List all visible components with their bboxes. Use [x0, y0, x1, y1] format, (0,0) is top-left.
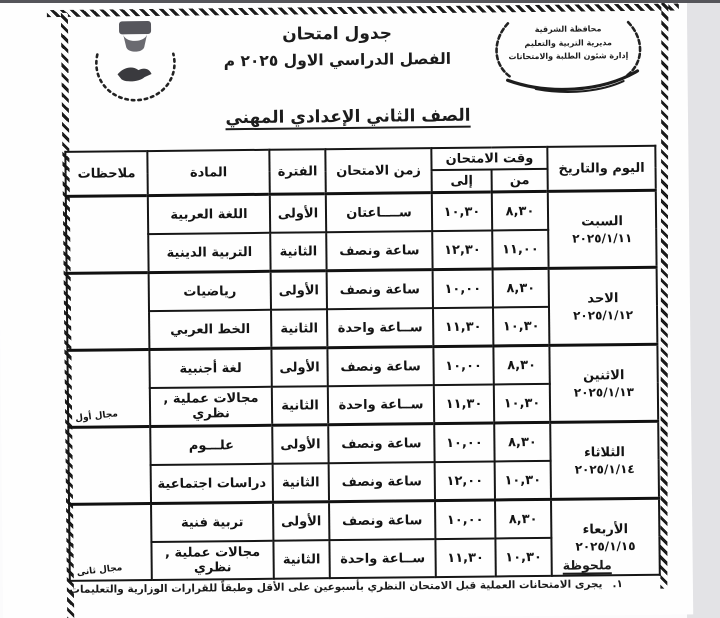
eagle-emblem-icon	[83, 18, 188, 111]
to-cell: ١٠,٠٠	[435, 500, 495, 539]
org-stamp	[479, 9, 658, 99]
col-header-day: اليوم والتاريخ	[547, 146, 655, 192]
day-cell: الثلاثاء ٢٠٢٥/١/١٤	[550, 421, 659, 499]
footnote-title: ملحوظة	[562, 557, 612, 573]
to-cell: ١٢,٠٠	[435, 461, 495, 500]
table-row	[67, 267, 657, 312]
notes-cell: مجال ثانى	[69, 504, 152, 581]
duration-cell: ساعة ونصف	[327, 347, 433, 387]
period-cell: الأولى	[271, 271, 327, 310]
subject-cell: مجالات عملية , نظري	[151, 541, 273, 580]
col-header-exam-time: وقت الامتحان	[431, 147, 547, 170]
duration-cell: ساعة ونصف	[327, 270, 433, 310]
col-header-duration: زمن الامتحان	[325, 148, 431, 194]
from-cell: ٨,٣٠	[494, 422, 550, 461]
subject-cell: التربية الدينية	[148, 233, 270, 273]
notes-cell	[67, 273, 150, 351]
day-cell: السبت ٢٠٢٥/١/١١	[548, 190, 657, 268]
semester-line: الفصل الدراسي الاول ٢٠٢٥ م	[223, 49, 452, 71]
subject-cell: اللغة العربية	[148, 194, 270, 234]
period-cell: الثانية	[270, 232, 326, 271]
notes-cell	[66, 196, 149, 274]
footnote-number: ١.	[612, 578, 623, 591]
org-governorate: محافظة الشرقية	[534, 24, 602, 34]
to-cell: ١١,٣٠	[435, 538, 495, 577]
duration-cell: ســاعة واحدة	[328, 385, 434, 425]
day-cell: الأربعاء ٢٠٢٥/١/١٥	[551, 498, 660, 576]
notes-cell: مجال أول	[67, 350, 150, 428]
period-cell: الأولى	[270, 194, 326, 233]
period-cell: الثانية	[271, 309, 327, 348]
period-cell: الأولى	[273, 502, 329, 541]
to-cell: ١٠,٠٠	[433, 269, 493, 308]
duration-cell: ساعة ونصف	[329, 501, 435, 541]
subject-cell: تربية فنية	[151, 502, 273, 542]
footnote-text: يجرى الامتحانات العملية قبل الامتحان النظري بأسبوعين على الأقل وطبقاً للقرارات الوزارية والتعليمات	[69, 578, 603, 596]
table-row	[68, 421, 658, 466]
col-header-notes: ملاحظات	[65, 151, 147, 196]
duration-cell: ساعة ونصف	[326, 231, 432, 271]
period-cell: الثانية	[273, 540, 329, 579]
col-header-from: من	[492, 169, 548, 192]
duration-cell: ســــاعتان	[326, 193, 432, 233]
from-cell: ١٠,٣٠	[495, 538, 551, 577]
schedule-title: جدول امتحان	[282, 23, 393, 45]
from-cell: ١١,٠٠	[492, 230, 548, 269]
duration-cell: ســاعة واحدة	[329, 539, 435, 578]
duration-cell: ساعة ونصف	[328, 424, 434, 464]
notes-cell	[68, 427, 151, 505]
subject-cell: دراسات اجتماعية	[151, 464, 273, 504]
period-cell: الثانية	[273, 463, 329, 502]
exam-schedule-table	[64, 145, 660, 582]
org-stamp-text	[493, 22, 643, 64]
subject-cell: علـــوم	[150, 425, 272, 465]
col-header-to: إلى	[432, 169, 492, 192]
table-row	[66, 190, 656, 235]
from-cell: ٨,٣٠	[493, 345, 549, 384]
to-cell: ١٠,٠٠	[434, 423, 494, 462]
from-cell: ١٠,٣٠	[495, 461, 551, 500]
from-cell: ٨,٣٠	[492, 191, 548, 230]
duration-cell: ساعة ونصف	[329, 462, 435, 502]
page-title: الصف الثاني الإعدادي المهني	[225, 105, 471, 129]
period-cell: الأولى	[272, 425, 328, 464]
from-cell: ٨,٣٠	[495, 499, 551, 538]
from-cell: ٨,٣٠	[493, 268, 549, 307]
to-cell: ١٠,٠٠	[433, 346, 493, 385]
org-administration: إدارة شئون الطلبة والامتحانات	[508, 51, 629, 62]
period-cell: الأولى	[271, 348, 327, 387]
day-cell: الاثنين ٢٠٢٥/١/١٣	[549, 344, 658, 422]
to-cell: ١١,٣٠	[434, 384, 494, 423]
subject-cell: رياضيات	[149, 271, 271, 311]
table-header-row	[65, 146, 655, 174]
rope-border-right	[660, 0, 668, 589]
subject-cell: مجالات عملية , نظري	[150, 387, 272, 427]
table-row	[69, 498, 659, 543]
org-directorate: مديرية التربية والتعليم	[524, 37, 612, 48]
from-cell: ١٠,٣٠	[493, 307, 549, 346]
from-cell: ١٠,٣٠	[494, 384, 550, 423]
col-header-subject: المادة	[147, 150, 269, 196]
col-header-period: الفترة	[269, 149, 325, 194]
table-row	[67, 344, 657, 389]
duration-cell: ســاعة واحدة	[327, 308, 433, 348]
to-cell: ١٠,٣٠	[432, 192, 492, 231]
subject-cell: لغة أجنبية	[149, 348, 271, 388]
to-cell: ١١,٣٠	[433, 307, 493, 346]
schedule-header	[219, 23, 455, 70]
to-cell: ١٢,٣٠	[432, 230, 492, 269]
scan-top-edge	[0, 0, 720, 3]
subject-cell: الخط العربي	[149, 310, 271, 350]
period-cell: الثانية	[272, 386, 328, 425]
day-cell: الاحد ٢٠٢٥/١/١٢	[549, 267, 658, 345]
